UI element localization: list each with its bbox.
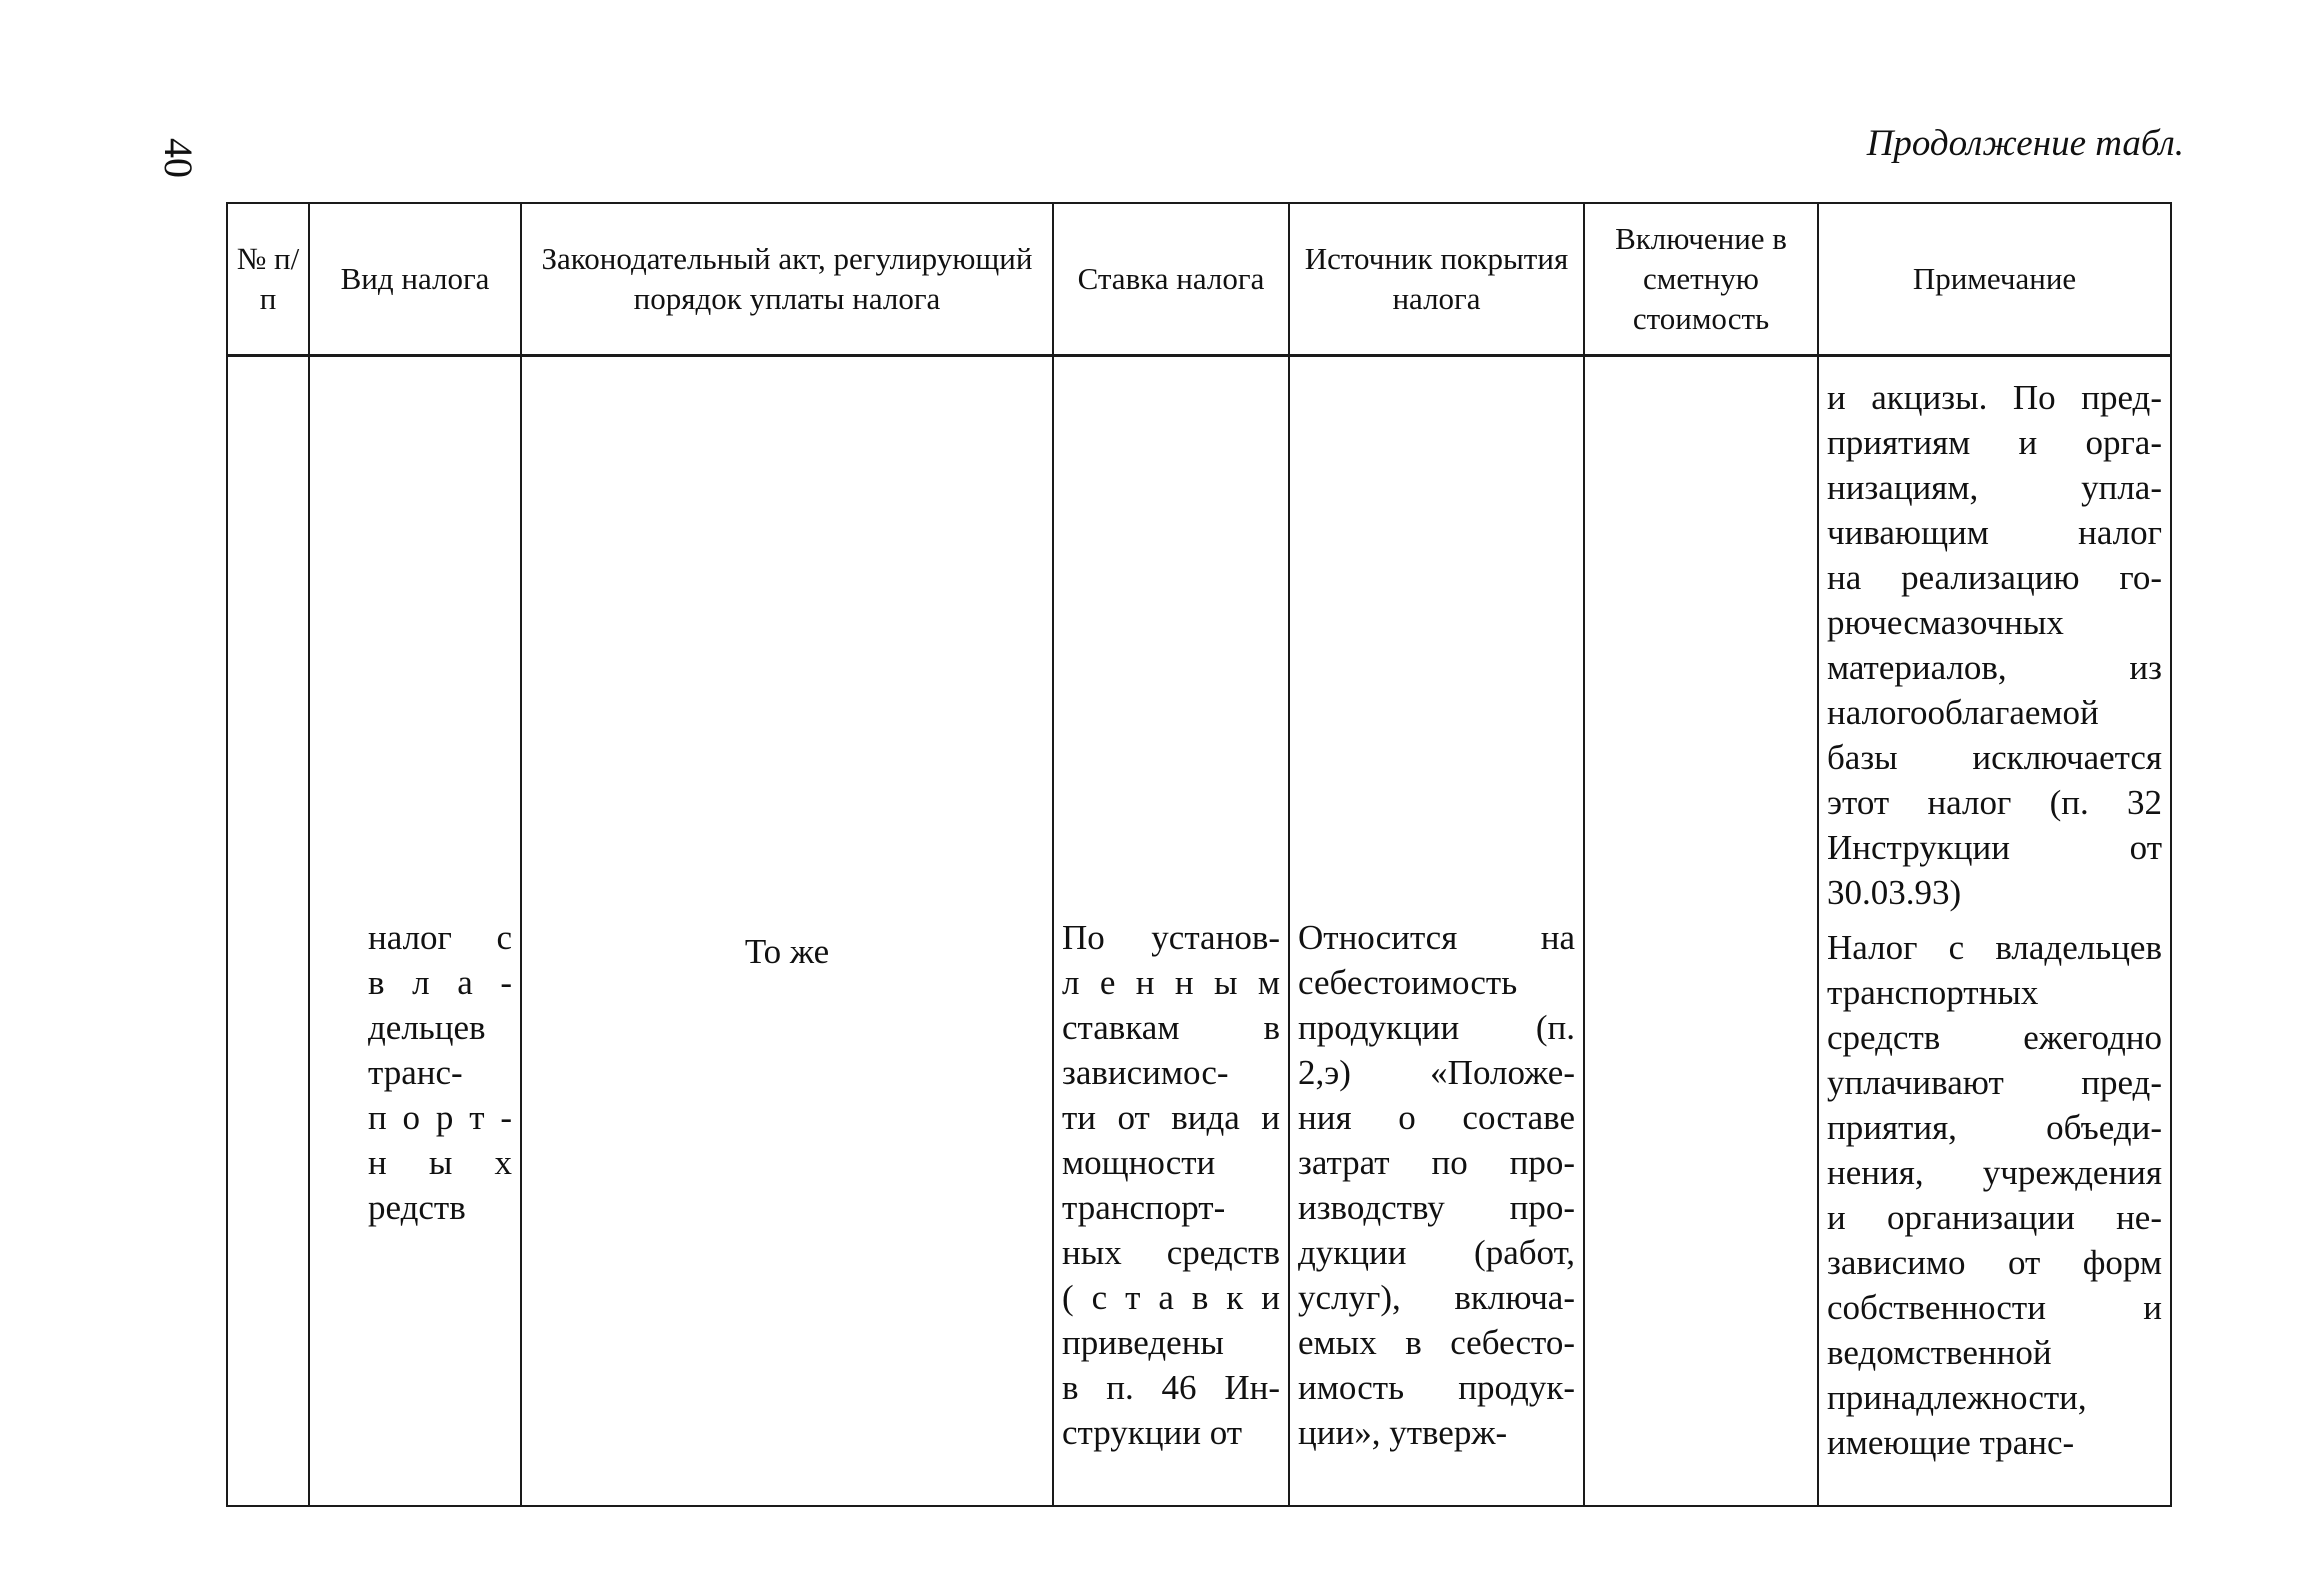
table-continuation-label: Продолжение табл. <box>1866 123 2184 164</box>
tax-table <box>226 202 2172 1507</box>
cell-estimate-inclusion <box>1584 356 1818 1507</box>
text-line: транспорт- <box>1062 1188 1226 1227</box>
text-line: Относится на <box>1298 918 1575 957</box>
note-lines <box>1827 925 2162 1465</box>
text-line: транспортных <box>1827 973 2039 1012</box>
text-line: приятия, объеди- <box>1827 1108 2162 1147</box>
text-line: услуг), включа- <box>1298 1278 1575 1317</box>
text-line: имость продук- <box>1298 1368 1575 1407</box>
text-line: приведены <box>1062 1323 1224 1362</box>
text-line: дукции (работ, <box>1298 1233 1575 1272</box>
cell-legal-act <box>521 356 1053 1507</box>
note-continued-lines <box>1827 375 2162 915</box>
text-line: п о р т - <box>368 1098 512 1137</box>
text-line: дельцев <box>368 1008 486 1047</box>
cell-number <box>227 356 309 1507</box>
text-line: ных средств <box>1062 1233 1280 1272</box>
table-row <box>227 356 2171 1507</box>
text-line: Налог с владельцев <box>1827 928 2162 967</box>
text-line: ции», утверж- <box>1298 1413 1508 1452</box>
text-line: мощности <box>1062 1143 1216 1182</box>
cell-tax-type <box>309 356 521 1507</box>
text-line: редств <box>368 1188 466 1227</box>
header-coverage-source: Источник покрытия налога <box>1289 203 1584 356</box>
cell-rate <box>1053 356 1289 1507</box>
text-line: приятиям и орга- <box>1827 423 2162 462</box>
text-line: нения, учреждения <box>1827 1153 2162 1192</box>
header-estimate-inclusion: Включение в сметную стоимость <box>1584 203 1818 356</box>
rate-lines <box>1062 915 1280 1455</box>
text-line: изводству про- <box>1298 1188 1575 1227</box>
text-line: в л а - <box>368 963 512 1002</box>
text-line: налогооблагаемой <box>1827 693 2099 732</box>
text-line: 30.03.93) <box>1827 873 1962 912</box>
text-line: этот налог (п. 32 <box>1827 783 2162 822</box>
text-line: в п. 46 Ин- <box>1062 1368 1280 1407</box>
text-line: на реализацию го- <box>1827 558 2162 597</box>
text-line: По установ- <box>1062 918 1280 957</box>
text-line: имеющие транс- <box>1827 1423 2075 1462</box>
text-line: ти от вида и <box>1062 1098 1280 1137</box>
header-number: № п/п <box>227 203 309 356</box>
text-line: налог с <box>368 918 512 957</box>
header-rate: Ставка налога <box>1053 203 1289 356</box>
text-line: Инструкции от <box>1827 828 2162 867</box>
text-line: зависимос- <box>1062 1053 1229 1092</box>
table-header-row <box>227 203 2171 356</box>
text-line: 2,э) «Положе- <box>1298 1053 1575 1092</box>
text-line: чивающим налог <box>1827 513 2162 552</box>
text-line: н ы х <box>368 1143 512 1182</box>
legal-act-text: То же <box>744 932 830 971</box>
header-legal-act: Законодательный акт, регулирующий порядок уплаты налога <box>521 203 1053 356</box>
text-line: и организации не- <box>1827 1198 2162 1237</box>
header-tax-type: Вид налога <box>309 203 521 356</box>
text-line: ния о составе <box>1298 1098 1575 1137</box>
text-line: л е н н ы м <box>1062 963 1280 1002</box>
coverage-source-lines <box>1298 915 1575 1455</box>
cell-note <box>1818 356 2171 1507</box>
header-note: Примечание <box>1818 203 2171 356</box>
text-line: и акцизы. По пред- <box>1827 378 2162 417</box>
text-line: принадлежности, <box>1827 1378 2087 1417</box>
text-line: ставкам в <box>1062 1008 1280 1047</box>
text-line: ведомственной <box>1827 1333 2052 1372</box>
tax-type-lines <box>318 915 512 1230</box>
text-line: собственности и <box>1827 1288 2162 1327</box>
text-line: ( с т а в к и <box>1062 1278 1280 1317</box>
text-line: средств ежегодно <box>1827 1018 2162 1057</box>
text-line: уплачивают пред- <box>1827 1063 2162 1102</box>
text-line: продукции (п. <box>1298 1008 1575 1047</box>
text-line: емых в себесто- <box>1298 1323 1575 1362</box>
text-line: затрат по про- <box>1298 1143 1575 1182</box>
text-line: рючесмазочных <box>1827 603 2064 642</box>
text-line: транс- <box>368 1053 463 1092</box>
cell-coverage-source <box>1289 356 1584 1507</box>
text-line: базы исключается <box>1827 738 2162 777</box>
text-line: себестоимость <box>1298 963 1518 1002</box>
page-number: 40 <box>156 138 201 178</box>
text-line: струкции от <box>1062 1413 1243 1452</box>
text-line: материалов, из <box>1827 648 2162 687</box>
text-line: зависимо от форм <box>1827 1243 2162 1282</box>
text-line: низациям, упла- <box>1827 468 2162 507</box>
